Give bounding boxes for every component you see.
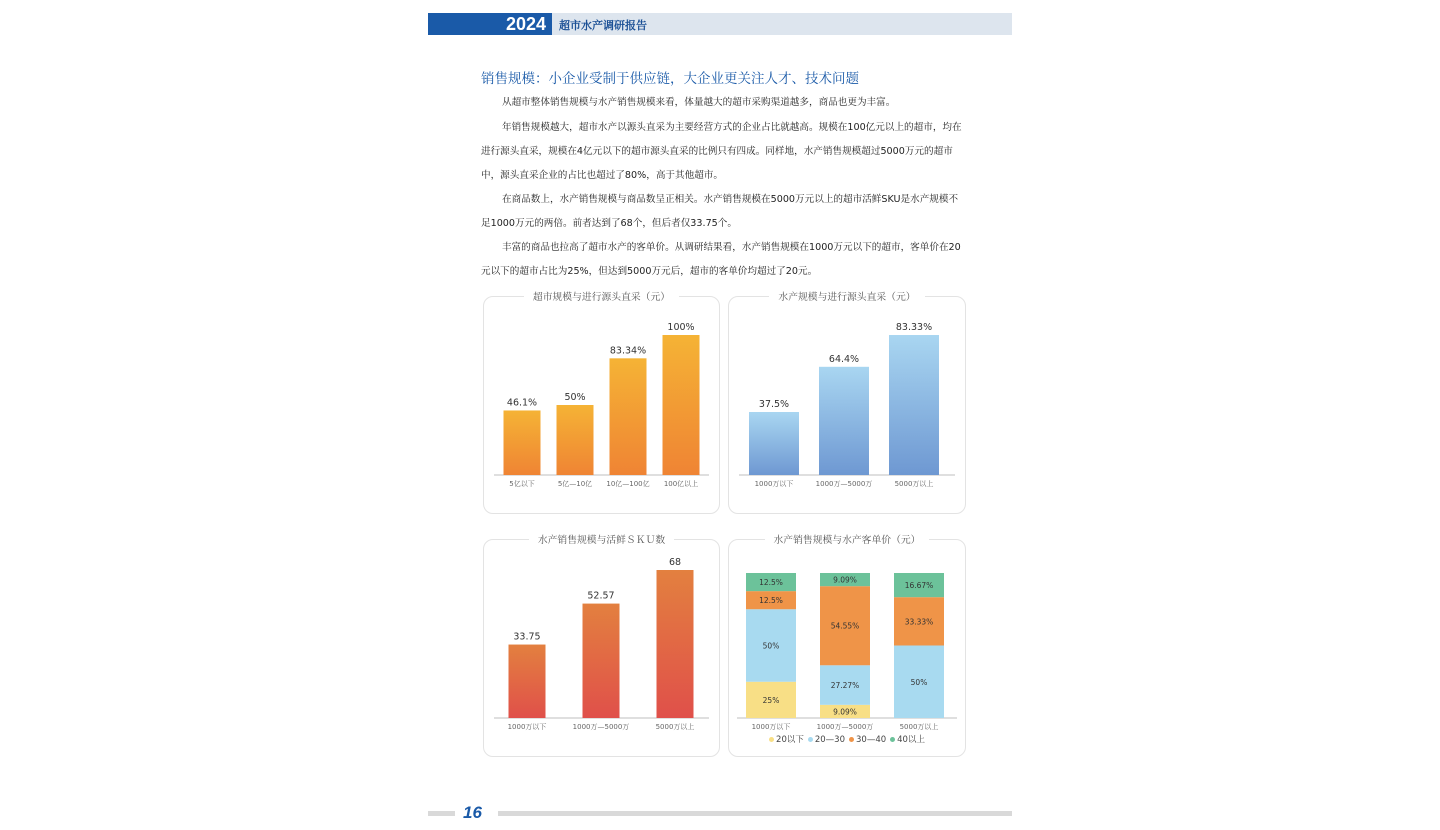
category-label: 5亿以下 bbox=[509, 480, 535, 488]
category-label: 1000万以下 bbox=[754, 480, 794, 488]
chart-svg bbox=[484, 540, 719, 756]
header-band bbox=[428, 13, 1012, 35]
paragraph-3: 在商品数上，水产销售规模与商品数呈正相关。水产销售规模在5000万元以上的超市活鲜SKU是水产规模不足1000万元的两倍。前者达到了68个，但后者仅33.75个。 bbox=[481, 194, 959, 229]
legend-item bbox=[849, 735, 886, 745]
report-page bbox=[428, 0, 1012, 830]
bar bbox=[819, 367, 869, 475]
data-label: 64.4% bbox=[828, 353, 860, 365]
category-label: 10亿—100亿 bbox=[606, 480, 650, 488]
header-year: 2024 bbox=[505, 14, 546, 34]
legend-item bbox=[769, 733, 804, 745]
category-label: 100亿以上 bbox=[663, 480, 699, 488]
data-label: 46.1% bbox=[506, 397, 538, 409]
chart-store-scale-direct-sourcing bbox=[483, 292, 720, 514]
bar bbox=[583, 604, 620, 718]
chart-title: 水产销售规模与活鲜ＳＫＵ数 bbox=[484, 532, 719, 546]
segment-label: 9.09% bbox=[833, 707, 857, 717]
segment-label: 50% bbox=[910, 677, 928, 687]
chart-svg bbox=[729, 297, 965, 513]
chart-svg bbox=[729, 540, 965, 756]
segment-label: 25% bbox=[762, 695, 780, 705]
bar bbox=[557, 405, 594, 475]
legend-dot-icon bbox=[890, 737, 895, 742]
data-label: 100% bbox=[667, 322, 695, 333]
category-label: 5000万以上 bbox=[894, 480, 934, 488]
category-label: 5000万以上 bbox=[655, 723, 695, 731]
bar bbox=[504, 410, 541, 475]
footer-bar-left bbox=[428, 811, 455, 816]
bar bbox=[749, 412, 799, 475]
segment-label: 9.09% bbox=[833, 575, 857, 585]
chart-aquatic-scale-unit-price bbox=[728, 535, 966, 757]
chart-title: 水产销售规模与水产客单价（元） bbox=[729, 532, 965, 546]
bar bbox=[657, 570, 694, 718]
legend-label: 40以上 bbox=[897, 735, 925, 745]
legend-item bbox=[808, 735, 845, 745]
paragraph-2: 年销售规模越大，超市水产以源头直采为主要经营方式的企业占比就越高。规模在100亿元以上的超市，均在进行源头直采，规模在4亿元以下的超市源头直采的比例只有四成。同样地，水产销售规模超过5000万元的超市中，源头直采企业的占比也超过了80%，高于其他超市。 bbox=[481, 122, 962, 181]
segment-label: 50% bbox=[762, 641, 780, 651]
legend-dot-icon bbox=[769, 737, 774, 742]
category-label: 1000万以下 bbox=[751, 723, 791, 731]
header-title: 超市水产调研报告 bbox=[559, 19, 647, 32]
category-label: 1000万以下 bbox=[507, 723, 547, 731]
header-year-box bbox=[428, 13, 552, 35]
data-label: 33.75 bbox=[513, 631, 541, 643]
category-label: 1000万—5000万 bbox=[572, 723, 630, 731]
chart-title: 水产规模与进行源头直采（元） bbox=[729, 289, 965, 303]
segment-label: 27.27% bbox=[830, 681, 860, 691]
bar bbox=[663, 335, 700, 475]
category-label: 5亿—10亿 bbox=[557, 480, 593, 488]
data-label: 83.34% bbox=[609, 345, 647, 357]
segment-label: 12.5% bbox=[759, 578, 783, 588]
category-label: 5000万以上 bbox=[899, 723, 939, 731]
paragraph-4: 丰富的商品也拉高了超市水产的客单价。从调研结果看，水产销售规模在1000万元以下的超市，客单价在20元以下的超市占比为25%，但达到5000万元后，超市的客单价均超过了20元。 bbox=[481, 242, 961, 277]
legend-item bbox=[890, 733, 925, 745]
bar bbox=[509, 645, 546, 718]
chart-aquatic-scale-direct-sourcing bbox=[728, 292, 966, 514]
bar bbox=[610, 358, 647, 475]
section-title: 销售规模：小企业受制于供应链，大企业更关注人才、技术问题 bbox=[481, 71, 859, 87]
segment-label: 12.5% bbox=[759, 596, 783, 606]
data-label: 37.5% bbox=[758, 398, 790, 410]
chart-svg bbox=[484, 297, 719, 513]
legend-label: 20以下 bbox=[776, 735, 804, 745]
data-label: 50% bbox=[564, 392, 586, 403]
segment-label: 16.67% bbox=[904, 581, 934, 591]
page-number: 16 bbox=[463, 803, 482, 822]
footer-bar-right bbox=[498, 811, 1012, 816]
chart-legend bbox=[729, 733, 965, 745]
segment-label: 54.55% bbox=[830, 621, 860, 631]
data-label: 68 bbox=[668, 557, 682, 568]
paragraph-1: 从超市整体销售规模与水产销售规模来看，体量越大的超市采购渠道越多，商品也更为丰富。 bbox=[502, 97, 896, 108]
category-label: 1000万—5000万 bbox=[815, 480, 873, 488]
data-label: 83.33% bbox=[895, 322, 933, 333]
legend-dot-icon bbox=[849, 737, 854, 742]
legend-dot-icon bbox=[808, 737, 813, 742]
chart-title: 超市规模与进行源头直采（元） bbox=[484, 289, 719, 303]
category-label: 1000万—5000万 bbox=[816, 723, 874, 731]
data-label: 52.57 bbox=[587, 590, 615, 602]
segment-label: 33.33% bbox=[904, 617, 934, 627]
bar bbox=[889, 335, 939, 475]
legend-label: 30—40 bbox=[856, 735, 887, 745]
chart-aquatic-scale-sku bbox=[483, 535, 720, 757]
legend-label: 20—30 bbox=[814, 735, 845, 745]
